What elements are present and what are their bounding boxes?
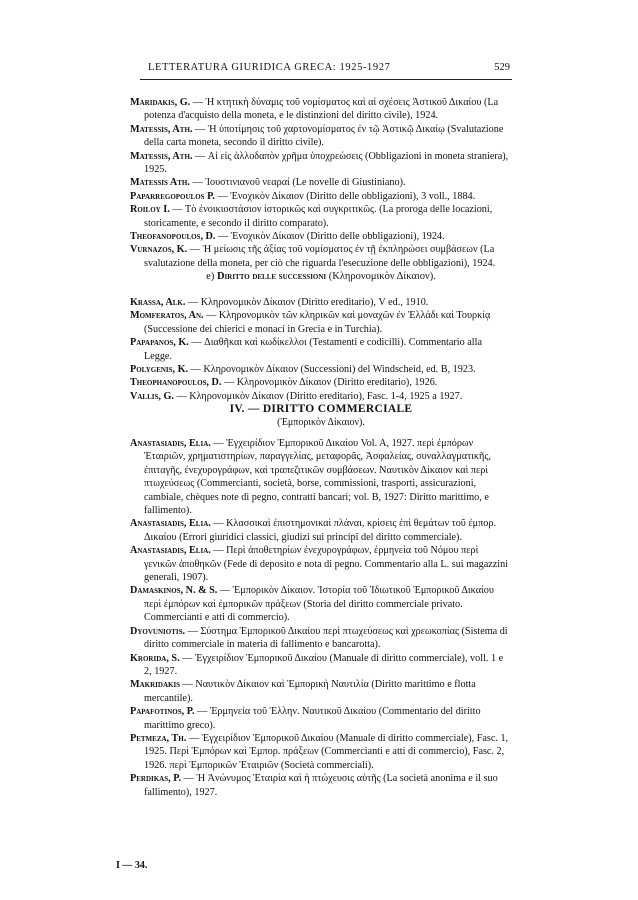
- header-rule: [140, 79, 512, 80]
- successions-bibliography: [130, 296, 512, 403]
- entry-author: Anastasiadis, Elia.: [130, 438, 211, 449]
- entry-author: Papafotinos, P.: [130, 706, 195, 718]
- bib-entry: [130, 203, 512, 230]
- bib-entry: [130, 230, 512, 243]
- entry-author: Polygenis, K.: [130, 364, 189, 376]
- entry-text: — Αἱ εἰς ἀλλοδαπὸν χρῆμα ὑποχρεώσεις (Obbligazioni in moneta straniera), 1925.: [144, 150, 509, 176]
- entry-author: Krorida, S.: [130, 652, 180, 664]
- bib-entry: [130, 705, 512, 732]
- entry-text: — Ἑρμηνεία τοῦ Ἑλλην. Ναυτικοῦ Δικαίου (Commentario del diritto marittimo greco).: [144, 706, 481, 731]
- entry-author: Papapanos, K.: [130, 337, 189, 349]
- entry-author: Theophanopoulos, D.: [130, 377, 222, 389]
- bib-entry: [130, 190, 512, 203]
- entry-text: — Ἡ κτητικὴ δύναμις τοῦ νομίσματος καὶ αἱ σχέσεις Ἀστικοῦ Δικαίου (La potenza d'acquisto della moneta, e le distinzioni del diritto civile), 1924.: [144, 97, 499, 122]
- entry-text: — Ἐνοχικὸν Δίκαιον (Diritto delle obbligazioni), 1924.: [215, 231, 445, 243]
- entry-text: — Κληρονομικὸν Δίκαιον (Diritto ereditario), Fasc. 1-4, 1925 a 1927.: [173, 390, 463, 402]
- entry-author: Vurnazos, K.: [130, 244, 188, 256]
- entry-text: — Ἐγχειρίδιον Ἐμπορικοῦ Δικαίου (Manuale di diritto commerciale), voll. 1 e 2, 1927.: [144, 652, 504, 677]
- bib-entry: [130, 652, 512, 679]
- bib-entry: [130, 296, 512, 309]
- section-e-heading: [130, 271, 512, 282]
- entry-author: Momferatos, An.: [130, 310, 204, 322]
- commercial-law-bibliography: [130, 437, 512, 799]
- entry-author: Maridakis, G.: [130, 97, 191, 108]
- entry-text: — Ἡ ὑποτίμησις τοῦ χαρτονομίσματος ἐν τῷ Ἀστικῷ Δικαίῳ (Svalutazione della carta moneta, secondo il diritto civile).: [144, 123, 504, 149]
- entry-author: Roiloy I.: [130, 204, 170, 216]
- section-e-title: Diritto delle successioni: [216, 271, 327, 282]
- entry-text: — Κληρονομικὸν τῶν κληρικῶν καὶ μοναχῶν ἐν Ἑλλάδι καὶ Τουρκίᾳ (Successione dei chierici e monaci in Grecia e in Turchia).: [144, 310, 491, 335]
- entry-text: — Ἐγχειρίδιον Ἐμπορικοῦ Δικαίου (Manuale di diritto commerciale), Fasc. 1, 1925. Περὶ Ἐμπόρων καὶ Ἐμπορ. πράξεων (Commercianti e atti di commercio), Fasc. 2, 1926. περὶ Ἐμπορικῶν Ἑταιριῶν (Società commerciali).: [144, 732, 509, 771]
- bib-entry: [130, 150, 512, 177]
- running-header: [148, 62, 510, 73]
- entry-text: — Ἐγχειρίδιον Ἐμπορικοῦ Δικαίου Vol. A, 1927. περὶ ἐμπόρων Ἑταιριῶν, χρηματιστηρίων, παραγγελίας, μεταφορᾶς, Ἀσφαλείας, συναλλαγματικῆς, ἐπιταγῆς, ἐνεχυρογράφων, καὶ τραπεζιτικῶν συμβάσεων. Ναυτικὸν Δίκαιον καὶ περὶ πτωχεύσεως (Commercianti, società, borse, commissioni, trasporti, assicurazioni, cambiale, chèques note di pegno, contratti bancari; vol. B, 1927: Diritto marittimo, e fallimento).: [144, 438, 491, 517]
- entry-author: Vallis, G.: [130, 390, 174, 402]
- entry-text: — Ἐνοχικὸν Δίκαιον (Diritto delle obbligazioni), 3 voll., 1884.: [214, 190, 476, 202]
- bib-entry: [130, 336, 512, 363]
- entry-author: Anastasiadis, Elia.: [130, 518, 211, 530]
- section-e-prefix: e): [206, 271, 215, 282]
- bib-entry: [130, 544, 512, 584]
- entry-author: Damaskinos, N. & S.: [130, 585, 218, 597]
- running-title: LETTERATURA GIURIDICA GRECA: 1925-1927: [148, 62, 391, 73]
- entry-text: — Ἰουστινιανοῦ νεαραί (Le novelle di Giustiniano).: [189, 177, 406, 189]
- bib-entry: [130, 584, 512, 624]
- bib-entry: [130, 437, 512, 517]
- entry-author: Perdikas, P.: [130, 773, 182, 785]
- bib-entry: [130, 732, 512, 772]
- entry-text: — Ναυτικὸν Δίκαιον καὶ Ἐμπορικὴ Ναυτιλία (Diritto marittimo e flotta mercantile).: [144, 679, 476, 704]
- bib-entry: [130, 176, 512, 189]
- bib-entry: [130, 123, 512, 150]
- entry-author: Anastasiadis, Elia.: [130, 545, 211, 557]
- entry-text: — Κληρονομικὸν Δίκαιον (Diritto ereditario), 1926.: [221, 377, 438, 389]
- bib-entry: [130, 376, 512, 389]
- entry-text: — Ἡ Ἀνώνυμος Ἑταιρία καὶ ἡ πτώχευσις αὐτῆς (La società anonima e il suo fallimento), 1927.: [144, 773, 498, 798]
- page-number: 529: [494, 62, 510, 73]
- bib-entry: [130, 243, 512, 270]
- bib-entry: [130, 678, 512, 705]
- signature-mark: I — 34.: [116, 860, 148, 871]
- bib-entry: [130, 625, 512, 652]
- entry-author: Theofanopoulos, D.: [130, 231, 216, 243]
- section-e-greek: (Κληρονομικὸν Δίκαιον).: [328, 271, 436, 282]
- entry-text: — Σύστημα Ἐμπορικοῦ Δικαίου περὶ πτωχεύσεως καὶ χρεωκοπίας (Sistema di diritto commerciale in materia di fallimento e bancarotta).: [144, 625, 508, 651]
- entry-text: — Τὸ ἐνοικιοστάσιον ἱστορικῶς καὶ συγκριτικῶς. (La proroga delle locazioni, storicamente, e secondo il diritto comparato).: [144, 204, 493, 229]
- entry-text: — Διαθῆκαι καὶ κωδίκελλοι (Testamenti e codicilli). Commentario alla Legge.: [144, 337, 482, 362]
- section-iv-heading: [130, 402, 512, 429]
- entry-text: — Κληρονομικὸν Δίκαιον (Successioni) del Windscheid, ed. B, 1923.: [188, 364, 476, 376]
- bib-entry: [130, 517, 512, 544]
- obligations-bibliography: [130, 96, 512, 270]
- entry-author: Paparregopoulos P.: [130, 190, 215, 202]
- entry-text: — Ἡ μείωσις τῆς ἀξίας τοῦ νομίσματος ἐν τῇ ἐκπληρώσει συμβάσεων (La svalutazione della moneta, per ciò che riguarda l'esecuzione delle obbligazioni), 1924.: [144, 244, 496, 269]
- entry-author: Petmeza, Th.: [130, 732, 187, 744]
- bib-entry: [130, 96, 512, 123]
- entry-author: Makridakis: [130, 679, 181, 691]
- section-iv-title: IV. — DIRITTO COMMERCIALE: [229, 403, 413, 415]
- bib-entry: [130, 363, 512, 376]
- section-iv-greek: (Ἐμπορικὸν Δίκαιον).: [277, 417, 365, 428]
- entry-text: — Κληρονομικὸν Δίκαιον (Diritto ereditario), V ed., 1910.: [185, 297, 429, 308]
- entry-author: Matessis Ath.: [130, 177, 190, 189]
- entry-author: Krassa, Alk.: [130, 297, 186, 308]
- bib-entry: [130, 309, 512, 336]
- entry-text: — Κλασσικαὶ ἐπιστημονικαὶ πλάναι, κρίσεις ἐπὶ θεμάτων τοῦ ἐμπορ. Δικαίου (Errori giuridici classici, giudizi sui principî del diritto commerciale).: [144, 518, 497, 543]
- entry-author: Dyovuniotis.: [130, 625, 186, 637]
- entry-text: — Ἐμπορικὸν Δίκαιον. Ἱστορία τοῦ Ἰδιωτικοῦ Ἐμπορικοῦ Δικαίου περὶ ἐμπόρων καὶ ἐμπορικῶν πράξεων (Storia del diritto commerciale privato. Commercianti e atti di commercio).: [144, 585, 494, 624]
- bib-entry: [130, 772, 512, 799]
- entry-author: Matessis, Ath.: [130, 150, 193, 162]
- entry-author: Matessis, Ath.: [130, 123, 193, 135]
- entry-text: — Περὶ ἀποθετηρίων ἐνεχυρογράφων, ἑρμηνεία τοῦ Νόμου περὶ γενικῶν ἀποθηκῶν (Fede di deposito e nota di pegno. Commentario alla L. sui magazzini generali, 1907).: [144, 545, 509, 584]
